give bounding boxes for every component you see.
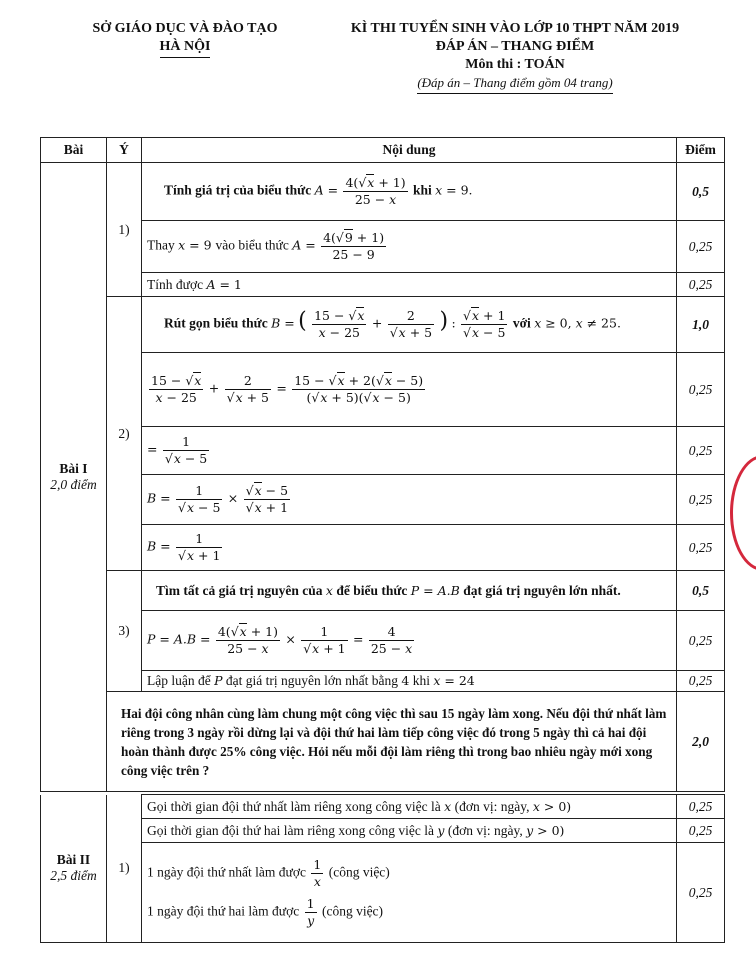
score-cell: 0,25 xyxy=(677,671,725,692)
content-cell: B = $\frac{1}{√x - 5}$ × $\frac{√x - 5}{√x + 1}$ xyxy=(142,475,677,525)
fraction: $\frac{4}{25 - x}$ xyxy=(370,624,413,656)
table-header-row xyxy=(41,138,725,163)
content-cell: $\frac{15 - √x}{x - 25}$ + $\frac{2}{√x + 5}$ = $\frac{15 - √x + 2(√x - 5)}{(√x + 5)(√x - 5)}$ xyxy=(142,353,677,427)
content-cell: Tính giá trị của biểu thức A = $\frac{4(√x + 1)}{25 - x}$ khi x = 9. xyxy=(142,163,677,221)
content-cell: Tính được A = 1 xyxy=(142,273,677,297)
table-row xyxy=(41,819,725,843)
fraction: $\frac{1}{x}$ xyxy=(313,856,322,889)
question-text: Rút gọn biểu thức xyxy=(164,315,268,331)
text: 1 ngày đội thứ nhất làm được xyxy=(147,864,306,880)
content-cell: Gọi thời gian đội thứ hai làm riêng xong công việc là y (đơn vị: ngày, y > 0) xyxy=(142,819,677,843)
bai-cell xyxy=(41,163,107,792)
text: Tính được xyxy=(147,276,204,292)
content-cell: Lập luận để P đạt giá trị nguyên lớn nhất bằng 4 khi x = 24 xyxy=(142,671,677,692)
text: để biểu thức xyxy=(336,583,408,598)
text: Gọi thời gian đội thứ hai làm riêng xong công việc là xyxy=(147,822,435,838)
text: Tìm tất cả giá trị nguyên của xyxy=(156,583,323,598)
text: với xyxy=(512,315,531,331)
table-row xyxy=(41,692,725,792)
page-header xyxy=(0,0,756,120)
khi-text: khi xyxy=(412,182,432,198)
problem-text: Hai đội công nhân cùng làm chung một công việc thì sau 15 ngày làm xong. Nếu đội thứ nhất làm riêng trong 3 ngày rồi dừng lại và đội thứ hai làm tiếp công việc đó trong 5 ngày thì cả hai đội hoàn thành được 25% công việc. Hỏi nếu mỗi đội làm riêng thì trong bao nhiêu ngày mới xong công việc trên ? xyxy=(121,705,667,778)
bai-points: 2,0 điểm xyxy=(50,477,97,492)
text: (công việc) xyxy=(321,903,384,919)
table-row xyxy=(41,427,725,475)
score-cell: 0,25 xyxy=(677,475,725,525)
text: (công việc) xyxy=(328,864,390,880)
city-name: HÀ NỘI xyxy=(160,38,211,58)
red-seal-stamp xyxy=(730,455,756,571)
subject-line: Môn thi : TOÁN xyxy=(465,57,565,72)
score-cell: 0,25 xyxy=(677,353,725,427)
table-row xyxy=(41,163,725,221)
table-row xyxy=(41,795,725,819)
fraction: $\frac{2}{√x + 5}$ xyxy=(226,373,269,405)
question-text: Tính giá trị của biểu thức xyxy=(164,182,312,198)
fraction: $\frac{15 - √x}{x - 25}$ xyxy=(151,373,202,405)
table-row xyxy=(41,671,725,692)
table-row xyxy=(41,475,725,525)
score-cell: 1,0 xyxy=(677,297,725,353)
fraction: $\frac{15 - √x}{x - 25}$ xyxy=(314,308,365,340)
fraction: $\frac{1}{√x - 5}$ xyxy=(164,434,208,466)
problem-cell xyxy=(107,692,677,792)
text: (đơn vị: ngày, xyxy=(447,822,523,838)
score-cell: 2,0 xyxy=(677,692,725,792)
y-cell: 2) xyxy=(107,297,142,571)
text: 1 ngày đội thứ hai làm được xyxy=(147,903,300,919)
col-header-noi-dung: Nội dung xyxy=(142,138,677,163)
y-cell: 1) xyxy=(107,163,142,297)
fraction: $\frac{4(√9 + 1)}{25 - 9}$ xyxy=(323,230,385,262)
score-cell: 0,25 xyxy=(677,221,725,273)
bai-name: Bài I xyxy=(59,461,88,476)
table-row xyxy=(41,571,725,611)
score-cell: 0,25 xyxy=(677,427,725,475)
content-cell xyxy=(142,843,677,943)
bai-name: Bài II xyxy=(56,852,91,868)
col-header-y: Ý xyxy=(107,138,142,163)
answer-table-continued xyxy=(40,794,725,943)
score-cell: 0,25 xyxy=(677,795,725,819)
answer-table xyxy=(40,137,725,792)
table-row xyxy=(41,221,725,273)
table-row xyxy=(41,273,725,297)
table-row xyxy=(41,297,725,353)
content-cell: Tìm tất cả giá trị nguyên của x để biểu thức P = A.B đạt giá trị nguyên lớn nhất. xyxy=(142,571,677,611)
content-cell: Gọi thời gian đội thứ nhất làm riêng xong công việc là x (đơn vị: ngày, x > 0) xyxy=(142,795,677,819)
score-cell: 0,25 xyxy=(677,843,725,943)
table-row xyxy=(41,611,725,671)
content-cell: B = $\frac{1}{√x + 1}$ xyxy=(142,525,677,571)
text: Lập luận để xyxy=(147,673,211,688)
department-name: SỞ GIÁO DỤC VÀ ĐÀO TẠO xyxy=(92,21,278,36)
fraction: $\frac{√x + 1}{√x - 5}$ xyxy=(463,308,506,340)
col-header-bai: Bài xyxy=(41,138,107,163)
exam-title: KÌ THI TUYỂN SINH VÀO LỚP 10 THPT NĂM 2019 xyxy=(350,21,680,36)
content-cell: Thay x = 9 vào biểu thức A = $\frac{4(√9 + 1)}{25 - 9}$ xyxy=(142,221,677,273)
text: (đơn vị: ngày, xyxy=(454,798,530,814)
fraction: $\frac{1}{√x + 1}$ xyxy=(303,624,346,656)
header-left xyxy=(60,20,310,58)
fraction: $\frac{√x - 5}{√x + 1}$ xyxy=(245,483,289,515)
table-row xyxy=(41,843,725,943)
table-row xyxy=(41,353,725,427)
fraction: $\frac{4(√x + 1)}{25 - x}$ xyxy=(345,175,406,207)
score-cell: 0,5 xyxy=(677,571,725,611)
text: Thay xyxy=(147,237,175,253)
fraction: $\frac{2}{√x + 5}$ xyxy=(389,308,433,340)
col-header-diem: Điểm xyxy=(677,138,725,163)
bai-points: 2,5 điểm xyxy=(50,868,97,884)
fraction: $\frac{1}{√x + 1}$ xyxy=(178,531,221,563)
score-cell: 0,25 xyxy=(677,273,725,297)
text: vào biểu thức xyxy=(215,237,289,253)
page-count-note: (Đáp án – Thang điểm gồm 04 trang) xyxy=(417,74,612,94)
text: đạt giá trị nguyên lớn nhất bằng xyxy=(225,673,399,688)
content-cell: P = A.B = $\frac{4(√x + 1)}{25 - x}$ × $\frac{1}{√x + 1}$ = $\frac{4}{25 - x}$ xyxy=(142,611,677,671)
text: đạt giá trị nguyên lớn nhất. xyxy=(463,583,621,598)
fraction: $\frac{1}{√x - 5}$ xyxy=(178,483,221,515)
score-cell: 0,5 xyxy=(677,163,725,221)
table-row xyxy=(41,525,725,571)
answer-key-title: ĐÁP ÁN – THANG ĐIỂM xyxy=(435,39,595,54)
content-cell: Rút gọn biểu thức B = ( $\frac{15 - √x}{x - 25}$ + $\frac{2}{√x + 5}$ ) : $\frac{√x + 1}{√x - 5}$ với x ≥ 0, x ≠ 25. xyxy=(142,297,677,353)
y-cell: 1) xyxy=(107,795,142,943)
score-cell: 0,25 xyxy=(677,819,725,843)
content-cell: = $\frac{1}{√x - 5}$ xyxy=(142,427,677,475)
header-right xyxy=(305,20,725,94)
fraction: $\frac{15 - √x + 2(√x - 5)}{(√x + 5)(√x - 5)}$ xyxy=(294,373,424,405)
score-cell: 0,25 xyxy=(677,525,725,571)
score-cell: 0,25 xyxy=(677,611,725,671)
bai-cell xyxy=(41,795,107,943)
y-cell: 3) xyxy=(107,571,142,692)
text: Gọi thời gian đội thứ nhất làm riêng xong công việc là xyxy=(147,798,441,814)
fraction: $\frac{4(√x + 1)}{25 - x}$ xyxy=(217,624,278,656)
text: khi xyxy=(412,673,430,688)
fraction: $\frac{1}{y}$ xyxy=(306,895,315,928)
